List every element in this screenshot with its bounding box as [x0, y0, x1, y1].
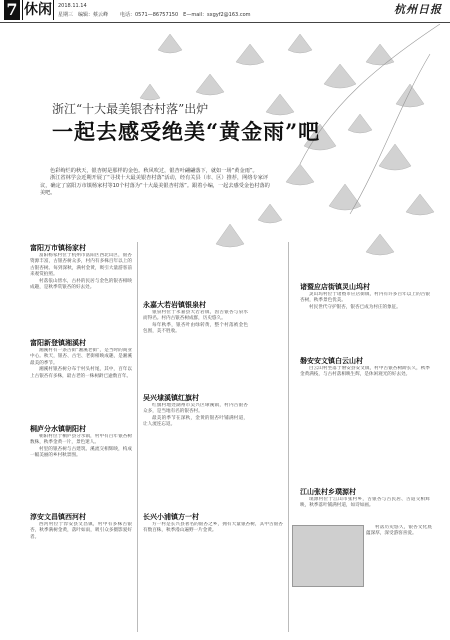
article-body: [143, 310, 248, 388]
article-paragraph: 西河村位于淳安县文昌镇，村中有多株古银杏，秋季满树金黄，落叶如雨，吸引众多摄影爱好者。: [30, 522, 132, 540]
article-paragraph: 灵山坞村位于诸暨市应店街镇，村内有许多百年以上的古银杏树，秋季景色优美。: [300, 292, 430, 304]
article-paragraph: 村里的银杏树与古建筑、溪流交相辉映，构成一幅美丽的乡村秋景图。: [30, 446, 132, 459]
article-title: 诸暨应店街镇灵山坞村: [300, 283, 370, 291]
article-paragraph: 最美的季节在深秋，金黄的银杏叶铺满村道，让人流连忘返。: [143, 415, 248, 428]
article-title: 吴兴埭溪镇红旗村: [143, 394, 199, 402]
article-paragraph: 白云山村坐落于磐安县安文镇，村中古银杏树龄长久，秋季金黄满枝，与古村落相映生辉，是休闲观光的好去处。: [300, 366, 430, 378]
article-title: 永嘉大若岩镇银泉村: [143, 301, 206, 309]
article-body: [300, 497, 430, 523]
feature-headline: 一起去感受绝美“黄金雨”吧: [52, 119, 321, 144]
issue-date: 2018.11.14: [58, 3, 87, 9]
village-photo: [292, 525, 364, 587]
article-paragraph: 方一村是长兴县著名的银杏之乡，拥有大量银杏树，其中古银杏有数百株，秋季漫山遍野一片金黄。: [143, 522, 283, 534]
editor-credit: 星期三 编辑：蔡云峰: [58, 12, 109, 18]
article-title: 富阳万市镇杨家村: [30, 244, 86, 252]
column-divider: [288, 242, 289, 632]
section-title: 休闲: [24, 2, 52, 18]
article-title: 桐庐分水镇朝阳村: [30, 425, 86, 433]
column-divider: [137, 242, 138, 632]
article-body: [143, 403, 248, 503]
contact-info: 电话：0571—86757150 E—mail：sxgyf2@163.com: [120, 12, 251, 18]
article-paragraph: 每年秋季，银杏叶由绿转黄，整个村落被金色包围，美不胜收。: [143, 322, 248, 335]
article-paragraph: 朝阳村位于桐庐县分水镇，村中有百年银杏树数株，秋季金黄一片，景色迷人。: [30, 434, 132, 446]
lede-paragraph: 色彩绚烂的秋天，银杏树是那样的金色。秋风吹过，银杏叶翩翩落下，就如一场“黄金雨”。: [50, 168, 258, 174]
article-title: 富阳新登镇湘溪村: [30, 339, 86, 347]
article-title: 江山张村乡璞源村: [300, 488, 356, 496]
lede-paragraph: 浙江省林学会近期开展了“寻找十大最美银杏村落”活动，经有关县（市、区）推荐，网络专家评议，确定了富阳万市镇杨家村等10个村落为“十大最美银杏村落”。跟着小编，一起去感受金色村落的美吧。: [40, 175, 270, 197]
page-header: [0, 0, 450, 23]
feature-kicker: 浙江“十大最美银杏村落”出炉: [52, 102, 209, 116]
article-paragraph: 村落依山傍水，古朴的民居与金色的银杏相映成趣，是秋季赏银杏的好去处。: [30, 278, 132, 291]
article-paragraph: 湘溪村银杏树分布于村头村尾，其中，百年以上古银杏有多株，最古老的一株树龄已逾数百年。: [30, 367, 132, 379]
article-paragraph: 湘溪村有一条古街“湘溪老街”，是当时的商业中心。秋天，银杏、古宅、老街相映成趣，是湘溪最美的季节。: [30, 348, 132, 366]
article-body: [300, 292, 430, 350]
article-paragraph: 村民世代守护银杏，银杏已成为村庄的象征。: [309, 304, 401, 310]
page-number: 7: [4, 0, 20, 20]
article-body: [366, 525, 432, 627]
article-body: [30, 434, 132, 504]
article-paragraph: 村落历史悠久，银杏文化底蕴深厚，深受游客喜爱。: [366, 525, 432, 537]
article-body: [300, 366, 430, 476]
article-paragraph: 富阳杨家村位于杭州市富阳区西北山区，银杏资源丰富，古银杏树众多，村内有多株百年以上的古银杏树。每到深秋，满村金黄，吸引大量游客前来观赏拍照。: [30, 253, 132, 278]
article-body: [30, 348, 132, 418]
feature-lede: [40, 168, 272, 198]
article-body: [143, 522, 283, 627]
article-title: 淳安文昌镇西河村: [30, 513, 86, 521]
article-title: 长兴小浦镇方一村: [143, 513, 199, 521]
article-paragraph: 璞源村位于江山市张村乡，古银杏与古民居、古道交相辉映，秋季落叶铺满村道，如诗如画。: [300, 497, 430, 509]
newspaper-logo: 杭州日报: [394, 3, 442, 16]
article-title: 磐安安文镇白云山村: [300, 357, 363, 365]
article-paragraph: 银泉村位于永嘉县大若岩镇，因古银杏与泉水而得名。村内古银杏树成群，历史悠久。: [143, 310, 248, 322]
article-body: [30, 253, 132, 331]
article-body: [30, 522, 132, 627]
article-paragraph: 红旗村地处湖州市吴兴区埭溪镇，村内古银杏众多，是当地有名的银杏村。: [143, 403, 248, 415]
